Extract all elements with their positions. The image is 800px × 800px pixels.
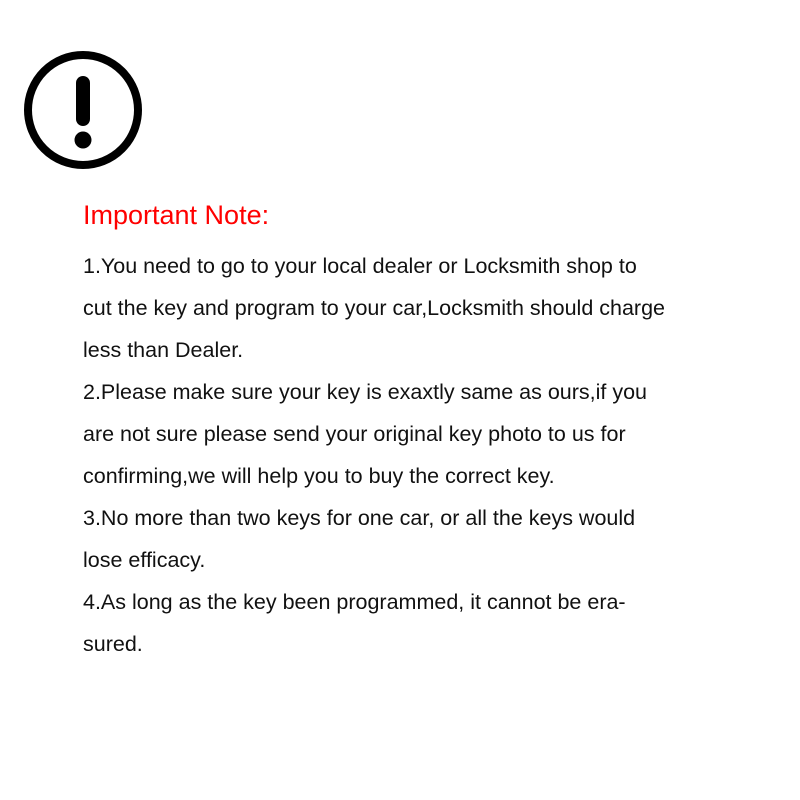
note-line: cut the key and program to your car,Locksmith should charge xyxy=(83,296,666,320)
note-line: are not sure please send your original key photo to us for xyxy=(83,422,626,446)
note-title: Important Note: xyxy=(83,200,270,230)
note-line: lose efficacy. xyxy=(83,548,206,572)
note-line: 4.As long as the key been programmed, it cannot be era- xyxy=(83,590,626,614)
note-line: sured. xyxy=(83,632,143,656)
note-line: 2.Please make sure your key is exaxtly same as ours,if you xyxy=(83,380,648,404)
exclamation-circle-icon xyxy=(23,50,143,170)
note-body xyxy=(83,245,763,665)
note-line: less than Dealer. xyxy=(83,338,244,362)
note-line: 1.You need to go to your local dealer or Locksmith shop to xyxy=(83,254,637,278)
note-line: confirming,we will help you to buy the correct key. xyxy=(83,464,555,488)
note-line: 3.No more than two keys for one car, or all the keys would xyxy=(83,506,636,530)
